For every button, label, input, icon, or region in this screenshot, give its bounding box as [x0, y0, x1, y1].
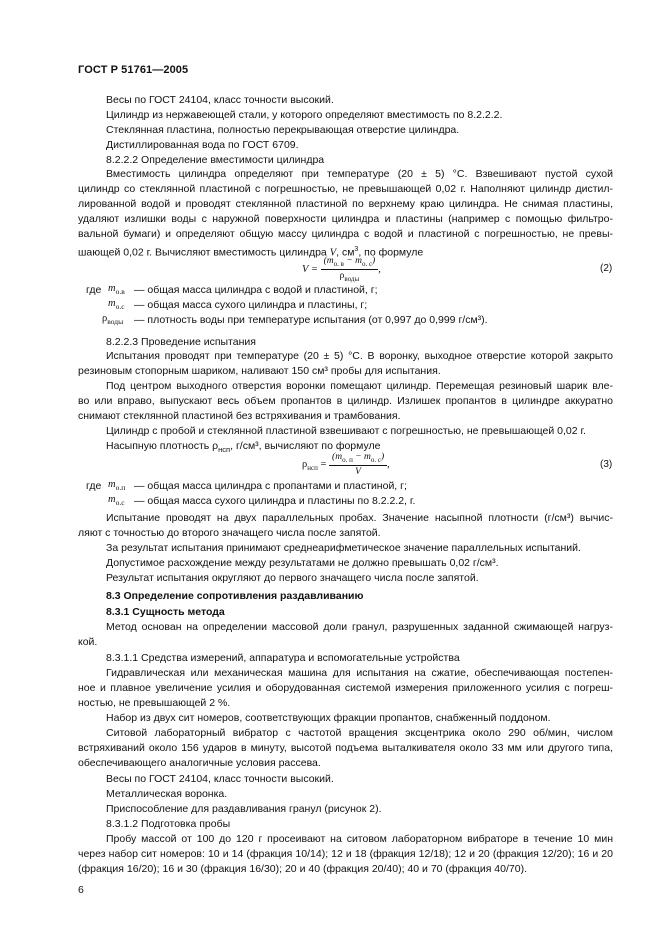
s8223-line: За результат испытания принимают среднеарифметическое значение параллельных испытаний. [106, 542, 581, 554]
document-header: ГОСТ Р 51761—2005 [78, 64, 189, 76]
s8311-line: Гидравлическая или механическая машина для испытания на сжатие, обеспечивающая постепен- [106, 667, 613, 679]
s8311-line: встряхиваний около 156 ударов в минуту, высотой подъема выталкивателя около 33 мм или другого типа, [78, 742, 613, 754]
page-number: 6 [78, 884, 84, 896]
where-symbol: $m_{о.в}$ [108, 283, 125, 297]
s8311-line: Ситовой лабораторный вибратор с частотой вращения эксцентрика около 290 об/мин, числом [106, 727, 613, 739]
where-definition: — общая масса цилиндра с водой и пластиной, г; [134, 284, 378, 296]
equation-number-3: (3) [600, 459, 613, 470]
equation-number-2: (2) [600, 263, 613, 274]
s8312-line: через набор сит номеров: 10 и 14 (фракция 10/14); 12 и 18 (фракция 12/18); 12 и 20 (фракция 12/20); 16 и 20 [78, 848, 613, 860]
s8311-line: Набор из двух сит номеров, соответствующих фракции пропантов, снабженный поддоном. [106, 712, 551, 724]
s8223-line: Результат испытания округляют до первого значащего числа после запятой. [106, 572, 479, 584]
section-8222-title: 8.2.2.2 Определение вместимости цилиндра [106, 154, 325, 166]
s8223-line: Испытание проводят на двух параллельных пробах. Значение насыпной плотности (г/см³) вычис- [106, 512, 613, 524]
s8311-line: обеспечивающего аналогичные условия рассева. [78, 757, 321, 769]
s8223-line: Испытания проводят при температуре (20 ± 5) °С. В воронку, выходное отверстие которой закрыто [106, 350, 613, 362]
s8311-line: Приспособление для раздавливания гранул (рисунок 2). [106, 803, 382, 815]
paragraph-scales: Весы по ГОСТ 24104, класс точности высокий. [106, 94, 334, 106]
section-8311-title: 8.3.1.1 Средства измерений, аппаратура и вспомогательные устройства [106, 652, 460, 664]
s8222-line: цилиндр со стеклянной пластиной с погрешностью, не превышающей 0,02 г. Наполняют цилиндр дистил- [78, 183, 613, 195]
s8311-line: ное и плавное увеличение усилия и оборудованная системой измерения приложенного усилия с погреш- [78, 682, 613, 694]
s8312-line: (фракция 16/20); 16 и 30 (фракция 16/30); 20 и 40 (фракция 20/40); 40 и 70 (фракция 40/70). [78, 863, 527, 875]
paragraph-water: Дистиллированная вода по ГОСТ 6709. [106, 139, 299, 151]
where-symbol: $m_{о.с}$ [108, 494, 125, 508]
paragraph-glass-plate: Стеклянная пластина, полностью перекрывающая отверстие цилиндра. [106, 124, 460, 136]
s8223-line: Цилиндр с пробой и стеклянной пластиной взвешивают с погрешностью, не превышающей 0,02 г. [106, 425, 586, 437]
s8223-line: Под центром выходного отверстия воронки помещают цилиндр. Перемещая резиновый шарик вле- [106, 380, 613, 392]
formula-3: $\rho_{нсп}$ = $\frac{(m_{о. п} - m_{о. с})}{V}$ , [302, 452, 390, 477]
section-83-title: 8.3 Определение сопротивления раздавливанию [106, 590, 364, 602]
s8222-line: удаляют излишки воды с наружной поверхности цилиндра и пластины (например с помощью фильтро- [78, 213, 613, 225]
section-831-title: 8.3.1 Сущность метода [106, 606, 225, 618]
s8223-line: во или вправо, выпускают весь объем пропантов в цилиндр. Излишек пропантов в цилиндре аккуратно [78, 395, 613, 407]
where-definition: — общая масса цилиндра с пропантами и пластиной, г; [134, 480, 407, 492]
s8223-line: Допустимое расхождение между результатами не должно превышать 0,02 г/см³. [106, 557, 499, 569]
section-8223-title: 8.2.2.3 Проведение испытания [106, 336, 256, 348]
s8311-line: Весы по ГОСТ 24104, класс точности высокий. [106, 773, 334, 785]
s8223-density-line: Насыпную плотность $\rho_{нсп}$, г/см³, вычисляют по формуле [106, 440, 381, 455]
where-definition: — общая масса сухого цилиндра и пластины, г; [134, 299, 368, 311]
where-symbol: $\rho_{воды}$ [102, 313, 124, 327]
where-definition: — плотность воды при температуре испытания (от 0,997 до 0,999 г/см³). [134, 314, 488, 326]
where-definition: — общая масса сухого цилиндра и пластины по 8.2.2.2, г. [134, 495, 416, 507]
s8311-line: Металлическая воронка. [106, 788, 228, 800]
s8312-line: Пробу массой от 100 до 120 г просеивают на ситовом лабораторном вибраторе в течение 10 мин [106, 833, 613, 845]
where-lead: где [86, 480, 102, 492]
s8223-line: ляют с точностью до второго значащего числа после запятой. [78, 527, 381, 539]
s8222-line: вальной бумаги) и определяют общую массу цилиндра с водой и пластиной с погрешностью, не превы- [78, 228, 613, 240]
s831-line: кой. [78, 636, 98, 648]
s831-line: Метод основан на определении массовой доли гранул, разрушенных заданной сжимающей нагруз- [106, 621, 613, 633]
section-8312-title: 8.3.1.2 Подготовка пробы [106, 818, 231, 830]
where-symbol: $m_{о.с}$ [108, 298, 125, 312]
s8223-line: снимают стеклянной пластиной без встряхивания и трамбования. [78, 410, 401, 422]
s8222-line: лированной водой и проводят стеклянной пластиной по верхнему краю цилиндра. Не снимая пластины, [78, 198, 613, 210]
s8311-line: ностью, не превышающей 2 %. [78, 697, 231, 709]
s8222-line: Вместимость цилиндра определяют при температуре (20 ± 5) °С. Взвешивают пустой сухой [106, 168, 613, 180]
s8223-line: резиновым стопорным шариком, наливают 150 см³ пробы для испытания. [78, 365, 441, 377]
where-symbol: $m_{о.п}$ [108, 479, 126, 493]
paragraph-cylinder: Цилиндр из нержавеющей стали, у которого определяют вместимость по 8.2.2.2. [106, 109, 503, 121]
formula-2: V = $\frac{(m_{о. в} - m_{о. с})}{\rho_{воды}}$ , [302, 256, 381, 283]
s8222-last-line: шающей 0,02 г. Вычисляют вместимость цилиндра V, $см^3$, по формуле [78, 246, 424, 259]
where-lead: где [86, 284, 102, 296]
